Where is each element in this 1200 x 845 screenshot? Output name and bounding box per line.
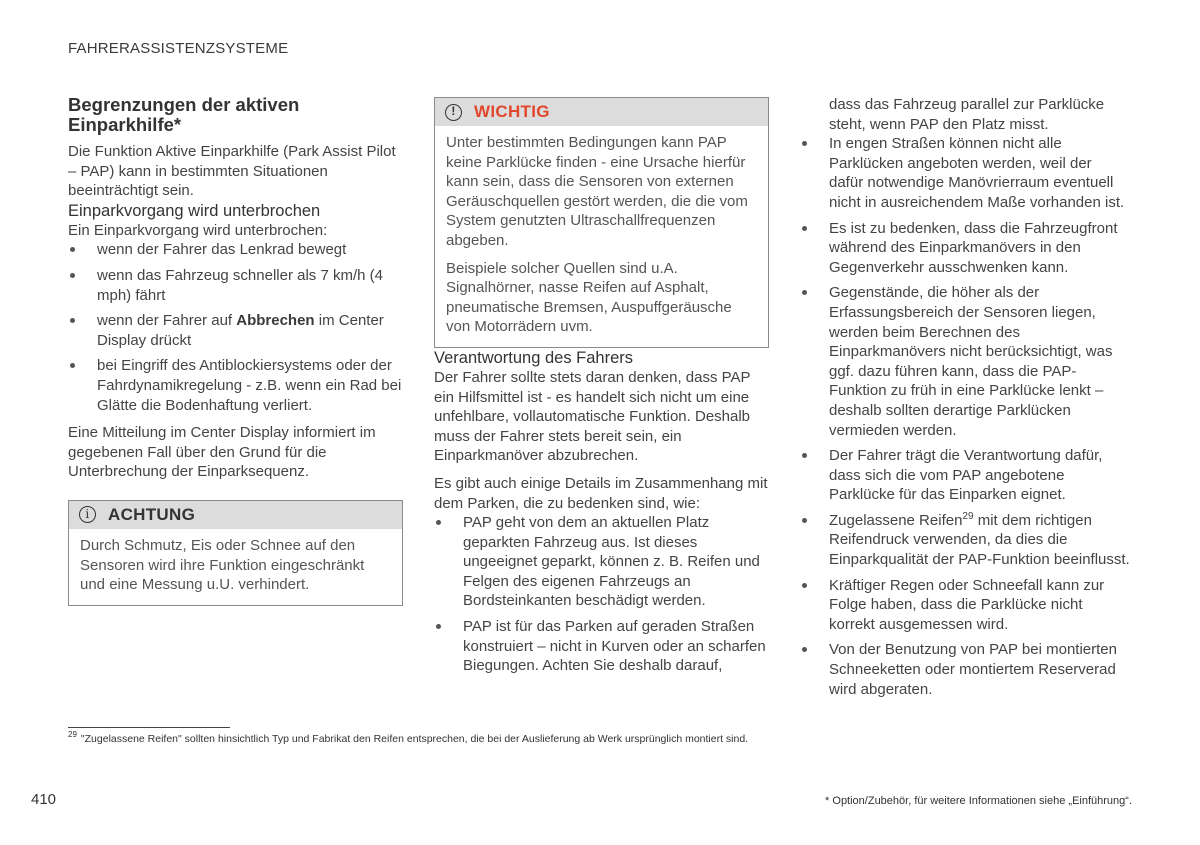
footnote: [68, 729, 749, 745]
list-item: Kräftiger Regen oder Schneefall kann zur Folge haben, dass die Parklücke nicht korrekt ausgemessen wird.: [800, 576, 1130, 635]
list-item: PAP ist für das Parken auf geraden Straßen konstruiert – nicht in Kurven oder an scharfen Biegungen. Achten Sie deshalb darauf,: [434, 617, 769, 676]
continuation-text: dass das Fahrzeug parallel zur Parklücke steht, wenn PAP den Platz misst.: [829, 96, 1105, 133]
wichtig-header: [435, 98, 768, 126]
column-right: [800, 95, 1130, 699]
footnote-divider: [68, 727, 230, 728]
footnote-reference[interactable]: 29: [962, 510, 974, 522]
column-left: [68, 95, 403, 606]
list-item: Gegenstände, die höher als der Erfassungsbereich der Sensoren liegen, werden beim Berechnen des Einparkmanövers nicht berücksichtigt, was ggf. dazu führen kann, dass die PAP-Funktion zu früh in eine Parklücke lenkt – deshalb sollten derartige Parklücken vermieden werden.: [800, 283, 1130, 440]
list-item: wenn der Fahrer auf Abbrechen im Center Display drückt: [68, 311, 403, 350]
interrupt-conditions-list: [68, 240, 403, 415]
abort-button-label: Abbrechen: [236, 312, 315, 330]
wichtig-notice: [434, 97, 769, 348]
achtung-header: [69, 501, 402, 529]
page-number: 410: [31, 791, 57, 808]
wichtig-body: [435, 126, 768, 347]
wichtig-paragraph: Beispiele solcher Quellen sind u.A. Signalhörner, nasse Reifen auf Asphalt, pneumatische Bremsen, Auspuffgeräusche von Motorrädern uvm.: [446, 259, 732, 336]
list-item: Zugelassene Reifen$^{29}$ mit dem richtigen Reifendruck verwenden, da dies die Einparkqualität der PAP-Funktion beeinflusst.: [800, 511, 1130, 570]
center-display-paragraph: Eine Mitteilung im Center Display informiert im gegebenen Fall über den Grund für die Unterbrechung der Einparksequenz.: [68, 424, 376, 481]
list-item: bei Eingriff des Antiblockiersystems oder der Fahrdynamikregelung - z.B. wenn ein Rad bei Glätte die Bodenhaftung verliert.: [68, 356, 403, 415]
info-icon: i: [79, 506, 96, 523]
wichtig-title: WICHTIG: [474, 102, 550, 122]
wichtig-paragraph: Unter bestimmten Bedingungen kann PAP keine Parklücke finden - eine Ursache hierfür kann sein, dass die Sensoren von externen Geräuschquellen gestört werden, die die vom System genutzten Ultraschallfrequenzen abgeben.: [446, 134, 748, 249]
achtung-title: ACHTUNG: [108, 505, 196, 525]
list-item: Der Fahrer trägt die Verantwortung dafür, dass sich die vom PAP angebotene Parklücke für das Einparken eignet.: [800, 446, 1130, 505]
interrupted-intro: Ein Einparkvorgang wird unterbrochen:: [68, 221, 328, 239]
subheading-driver-responsibility: Verantwortung des Fahrers: [434, 348, 634, 367]
details-paragraph: Es gibt auch einige Details im Zusammenhang mit dem Parken, die zu bedenken sind, wie:: [434, 474, 768, 512]
parking-details-list: [434, 513, 769, 676]
section-heading: Begrenzungen der aktiven Einparkhilfe*: [68, 94, 300, 135]
footnote-text: "Zugelassene Reifen" sollten hinsichtlich Typ und Fabrikat den Reifen entsprechen, die bei der Auslieferung ab Werk ursprünglich montiert sind.: [80, 733, 749, 745]
list-item: Es ist zu bedenken, dass die Fahrzeugfront während des Einparkmanövers in den Gegenverkehr ausschwenken kann.: [800, 219, 1130, 278]
footer-note: * Option/Zubehör, für weitere Informationen siehe „Einführung“.: [825, 795, 1132, 807]
achtung-text: Durch Schmutz, Eis oder Schnee auf den Sensoren wird ihre Funktion eingeschränkt und eine Messung u.U. verhindert.: [80, 536, 365, 594]
list-item: PAP geht von dem an aktuellen Platz geparkten Fahrzeug aus. Ist dieses ungeeignet geparkt, können z. B. Reifen und Felgen des eigenen Fahrzeugs an Bordsteinkanten beschädigt werden.: [434, 513, 769, 611]
running-header: FAHRERASSISTENZSYSTEME: [68, 40, 289, 57]
list-item: wenn das Fahrzeug schneller als 7 km/h (4 mph) fährt: [68, 266, 403, 305]
list-item: Von der Benutzung von PAP bei montierten Schneeketten oder montiertem Reserverad wird abgeraten.: [800, 640, 1130, 699]
exclamation-icon: !: [445, 104, 462, 121]
list-item: wenn der Fahrer das Lenkrad bewegt: [68, 240, 403, 260]
list-item: In engen Straßen können nicht alle Parklücken angeboten werden, weil der dafür notwendige Manövrierraum eventuell nicht in ausreichendem Maße vorhanden ist.: [800, 134, 1130, 212]
parking-details-list-continued: [800, 134, 1130, 699]
intro-paragraph: Die Funktion Aktive Einparkhilfe (Park Assist Pilot – PAP) kann in bestimmten Situationen beeinträchtigt sein.: [68, 143, 396, 200]
footnote-number: 29: [68, 729, 77, 739]
achtung-notice: [68, 500, 403, 606]
responsibility-paragraph: Der Fahrer sollte stets daran denken, dass PAP ein Hilfsmittel ist - es handelt sich nicht um eine unfehlbare, vollautomatische Funktion. Deshalb muss der Fahrer stets bereit sein, ein Einparkmanöver abzubrechen.: [434, 368, 751, 465]
subheading-interrupted: Einparkvorgang wird unterbrochen: [68, 201, 321, 220]
column-middle: [434, 97, 769, 676]
